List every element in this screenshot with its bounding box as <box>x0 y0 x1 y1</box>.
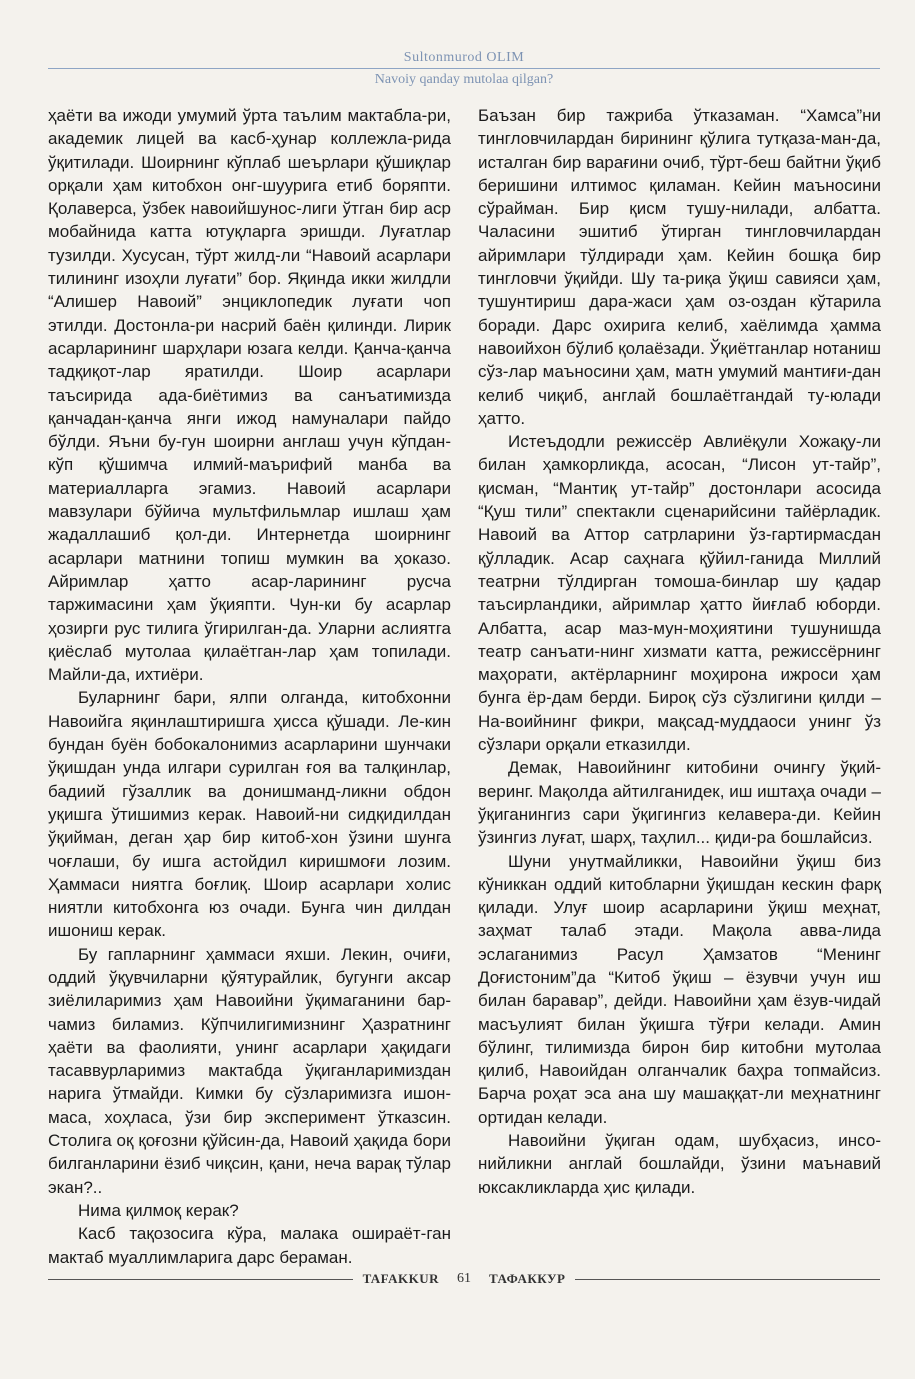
header-rule <box>48 68 880 69</box>
paragraph: Истеъдодли режиссёр Авлиёқули Хожақу-ли билан ҳамкорликда, асосан, “Лисон ут-тайр”, қисман, “Мантиқ ут-тайр” достонлари асосида “Қуш тили” спектакли сценарийсини тайёрладик. Навоий ва Аттор сатрларини ўз-гартирмасдан қўлладик. Асар саҳнага қўйил-ганида Миллий театрни тўлдирган томоша-бинлар шу қадар таъсирландики, айримлар ҳатто йиғлаб юборди. Албатта, асар маз-мун-моҳиятини тушунишда театр санъати-нинг хизмати катта, режиссёрнинг маҳорати, актёрларнинг моҳирона ижроси ҳам бунга ёр-дам берди. Бироқ сўз сўзлигини қилди – На-воийнинг фикри, мақсад-муддаоси унинг ўз сўзлари орқали етказилди. <box>478 432 881 755</box>
paragraph: Буларнинг бари, ялпи олганда, китобхонни Навоийга яқинлаштиришга ҳисса қўшади. Ле-кин бундан буён бобокалонимиз асарларини шунчаки ўқишдан унда илгари сурилган ғоя ва талқинлар, бадиий гўзаллик ва донишманд-ликни обдон уқишга ўтишимиз керак. Навоий-ни сидқидилдан ўқийман, деган ҳар бир китоб-хон ўзини шунга чоғлаши, бу ишга астойдил киришмоғи лозим. Ҳаммаси ниятга боғлиқ. Шоир асарлари холис ниятли китобхонга юз очади. Бунга чин дилдан ишониш керак. <box>48 688 451 941</box>
paragraph: Бу гапларнинг ҳаммаси яхши. Лекин, очиғи, оддий ўқувчиларни қўятурайлик, бугунги аксар зиёлиларимиз ҳам Навоийни ўқимаганини бар-чамиз биламиз. Кўпчилигимизнинг Ҳазратнинг ҳаёти ва фаолияти, унинг асарлари ҳақидаги тасаввурларимиз мактабда ўқиганларимиздан нарига ўтмайди. Кимки бу сўзларимизга ишон-маса, хоҳласа, ўзи бир эксперимент ўтказсин. Столига оқ қоғозни қўйсин-да, Навоий ҳақида бори билганларини ёзиб чиқсин, қани, неча варақ тўлар экан?.. <box>48 944 451 1197</box>
right-column <box>478 104 881 1199</box>
page-number: 61 <box>457 1271 472 1286</box>
header-author: Sultonmurod OLIM <box>403 50 525 65</box>
paragraph: Касб тақозосига кўра, малака ошираёт-ган мактаб муаллимларига дарс бераман. <box>48 1224 451 1267</box>
footer-label-cyrillic: ТАФАККУР <box>489 1271 566 1286</box>
footer-rule-left <box>48 1279 353 1280</box>
header-subtitle: Navoiy qanday mutolaa qilgan? <box>374 72 554 87</box>
paragraph: Шуни унутмайликки, Навоийни ўқиш биз кўниккан оддий китобларни ўқишдан кескин фарқ қилади. Улуғ шоир асарларини ўқиш меҳнат, заҳмат талаб этади. Мақола авва-лида эслаганимиз Расул Ҳамзатов “Менинг Доғистоним”да “Китоб ўқиш – ёзувчи учун иш билан баравар”, дейди. Навоийни ҳам ёзув-чидай масъулият билан ўқишга тўғри келади. Амин бўлинг, тилимизда бирон бир китобни мутолаа қилиб, Навоийдан олганчалик баҳра топмайсиз. Барча роҳат эса ана шу машаққат-ли меҳнатнинг ортидан келади. <box>478 851 881 1127</box>
footer-rule-right <box>575 1279 880 1280</box>
footer-label-latin: TAFAKKUR <box>362 1271 440 1286</box>
page-footer <box>48 1268 880 1290</box>
section-question: Нима қилмоқ керак? <box>78 1200 239 1220</box>
running-header <box>48 49 880 89</box>
paragraph: ҳаёти ва ижоди умумий ўрта таълим мактабла-ри, академик лицей ва касб-ҳунар коллежла-рида ўқитилади. Шоирнинг кўплаб шеърлари қўшиқлар орқали ҳам китобхон онг-шуурига етиб боряпти. Қолаверса, ўзбек навоийшунос-лиги ўтган бир аср мобайнида катта ютуқларга эришди. Луғатлар тузилди. Хусусан, тўрт жилд-ли “Навоий асарлари тилининг изоҳли луғати” бор. Яқинда икки жилдли “Алишер Навоий” энциклопедик луғати чоп этилди. Достонла-ри насрий баён қилинди. Лирик асарларининг шарҳлари юзага келди. Қанча-қанча тадқиқот-лар яратилди. Шоир асарлари таъсирида ада-биётимиз ва санъатимизда қанчадан-қанча янги ижод намуналари пайдо бўлди. Яъни бу-гун шоирни англаш учун кўпдан-кўп қўшимча илмий-маърифий манба ва материалларга эгамиз. Навоий асарлари мавзулари бўйича мультфильмлар ишлаш ҳам жадаллашиб қол-ди. Интернетда шоирнинг асарлари матнини топиш мумкин ва ҳоказо. Айримлар ҳатто асар-ларининг русча таржимасини ҳам ўқияпти. Чун-ки бу асарлар ҳозирги рус тилига ўгирилган-да. Уларни аслиятга қиёслаб мутолаа қилаётган-лар ҳам топилади. Майли-да, ихтиёри. <box>48 106 451 685</box>
paragraph: Навоийни ўқиган одам, шубҳасиз, инсо-нийликни англай бошлайди, ўзини маънавий юксакликларда ҳис қилади. <box>478 1131 881 1197</box>
paragraph: Баъзан бир тажриба ўтказаман. “Хамса”ни тингловчилардан бирининг қўлига тутқаза-ман-да, исталган бир варағини очиб, тўрт-беш байтни ўқиб беришини илтимос қиламан. Кейин маъносини сўрайман. Бир қисм тушу-нилади, албатта. Чаласини эшитиб ўтирган тингловчилардан айримлари тўлдиради ҳам. Кейин бошқа бир тингловчи ўқийди. Шу та-риқа ўқиш савияси ҳам, тушунтириш дара-жаси ҳам оз-оздан кўтарила боради. Дарс охирига келиб, хаёлимда ҳамма навоийхон бўлиб қолаёзади. Ўқиётганлар нотаниш сўз-лар маъносини ҳам, матн умумий мантиғи-дан келиб чиқиб, англай бошлаётгандай ту-юлади ҳатто. <box>478 106 881 428</box>
paragraph: Демак, Навоийнинг китобини очингу ўқий-веринг. Мақолда айтилганидек, иш иштаҳа очади – ўқиганингиз сари ўқигингиз келавера-ди. Кейин ўзингиз луғат, шарҳ, таҳлил... қиди-ра бошлайсиз. <box>478 758 881 848</box>
left-column <box>48 104 451 1269</box>
